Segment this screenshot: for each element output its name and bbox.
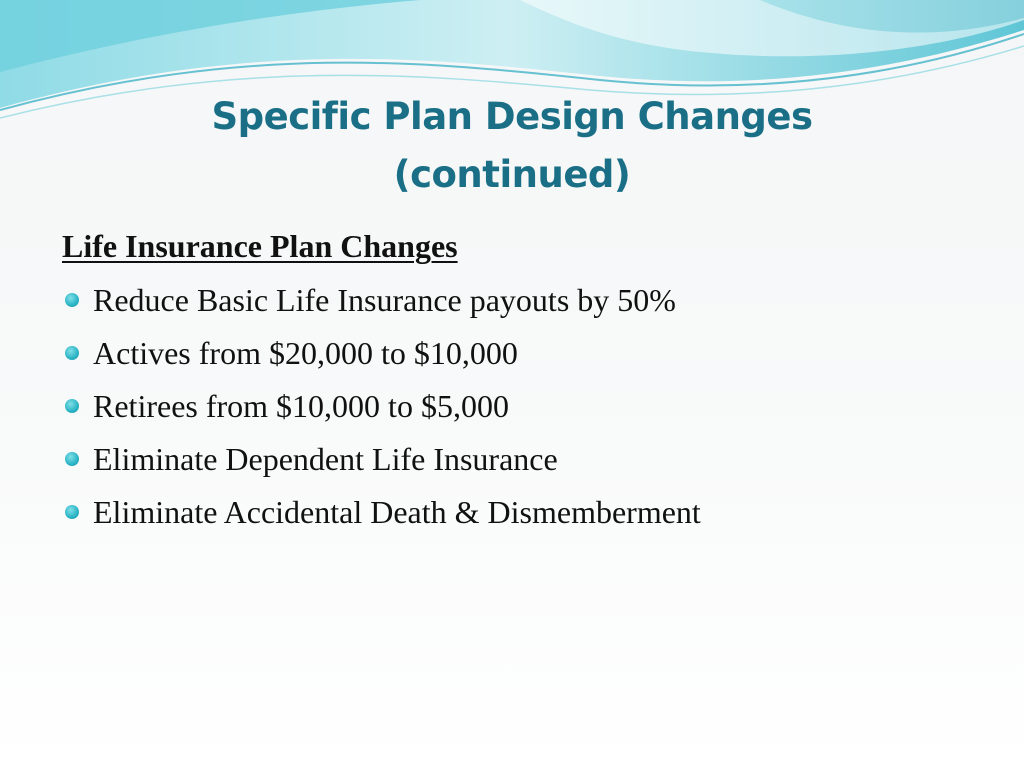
bullet-item (62, 380, 962, 433)
bullet-icon (65, 293, 79, 307)
bullet-icon (65, 505, 79, 519)
slide-content (62, 222, 962, 539)
bullet-text: Actives from $20,000 to $10,000 (93, 335, 518, 371)
bullet-item (62, 274, 962, 327)
bullet-list (62, 274, 962, 539)
bullet-icon (65, 452, 79, 466)
bullet-text: Eliminate Dependent Life Insurance (93, 441, 558, 477)
title-line-2: (continued) (393, 153, 631, 196)
bullet-item (62, 433, 962, 486)
bullet-icon (65, 346, 79, 360)
section-heading: Life Insurance Plan Changes (62, 228, 458, 264)
bullet-item (62, 327, 962, 380)
bullet-text: Retirees from $10,000 to $5,000 (93, 388, 509, 424)
title-line-1: Specific Plan Design Changes (211, 95, 813, 138)
bullet-text: Eliminate Accidental Death & Dismemberment (93, 494, 701, 530)
bullet-icon (65, 399, 79, 413)
slide-title (0, 88, 1024, 204)
bullet-item (62, 486, 962, 539)
bullet-text: Reduce Basic Life Insurance payouts by 50% (93, 282, 676, 318)
